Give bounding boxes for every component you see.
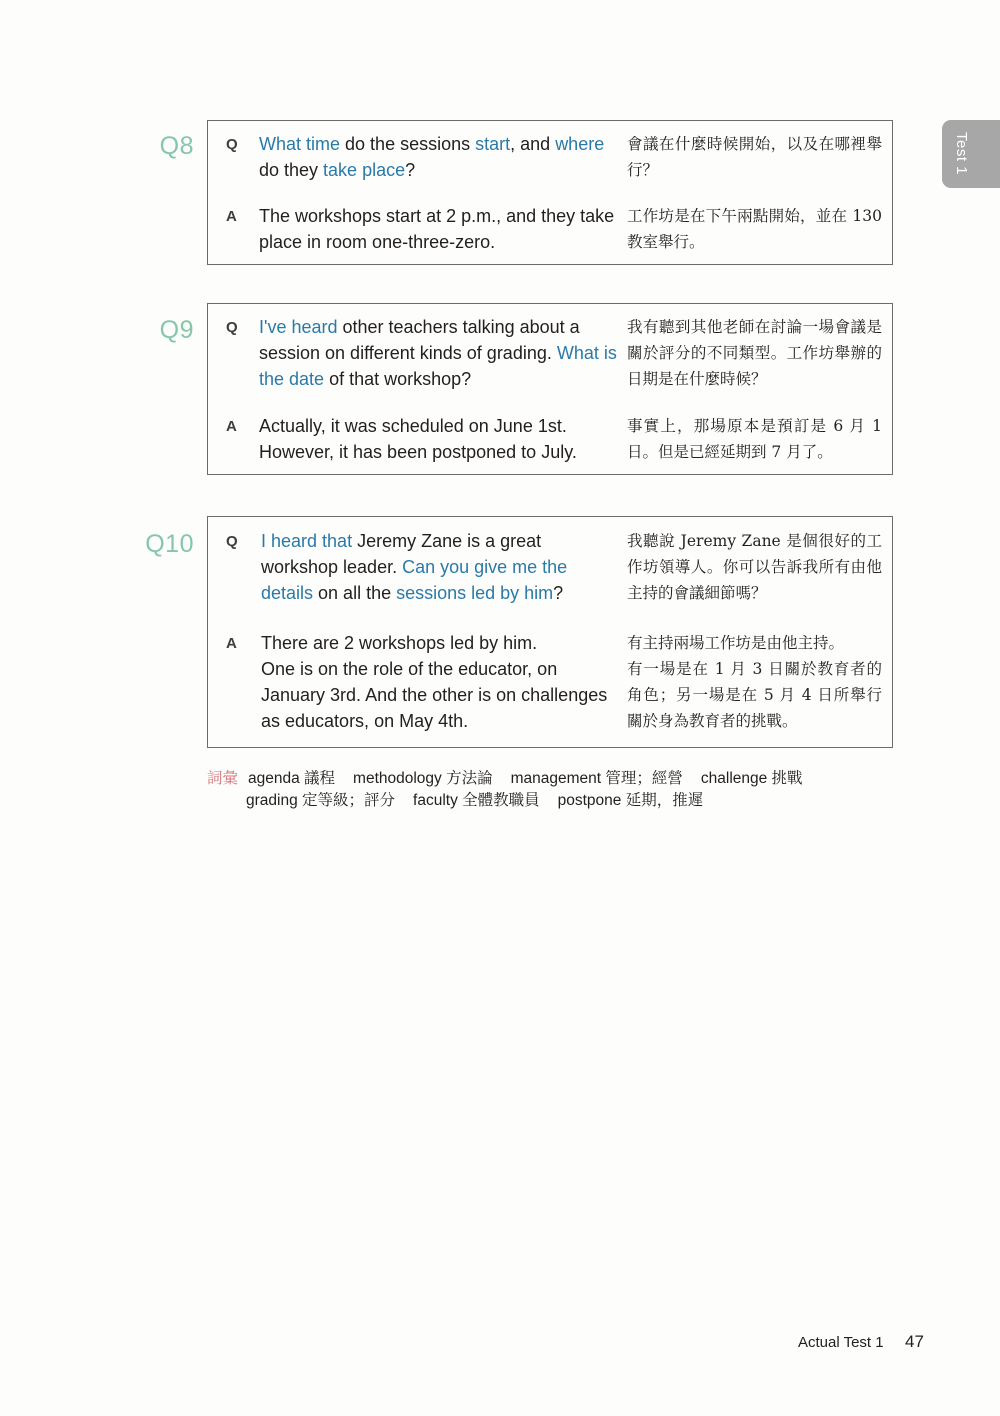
question-label-q10: Q10	[145, 530, 194, 558]
highlighted-phrase: take place	[323, 160, 406, 180]
text-segment: on all the	[313, 583, 397, 603]
question-chinese: 我有聽到其他老師在討論一場會議是關於評分的不同類型。工作坊舉辦的日期是在什麼時候？	[627, 318, 882, 388]
vocab-item: postpone 延期，推遲	[557, 792, 704, 809]
question-english	[259, 314, 619, 392]
vocab-item: faculty 全體教職員	[413, 792, 540, 809]
answer-english	[261, 630, 617, 734]
answer-english-line: One is on the role of the educator, on January 3rd. And the other is on challenges as educators, on May 4th.	[261, 659, 608, 731]
vocabulary-section	[207, 768, 821, 812]
vocabulary-line-2	[207, 790, 821, 812]
highlighted-phrase: What is the date	[259, 343, 617, 389]
text-segment: ?	[405, 160, 416, 180]
vocab-item: management 管理；經營	[510, 770, 683, 787]
q-marker: Q	[226, 136, 238, 153]
text-segment: other teachers talking about a session on different kinds of grading.	[259, 317, 580, 363]
answer-chinese: 事實上，那場原本是預訂是 6 月 1 日。但是已經延期到 7 月了。	[627, 417, 882, 461]
dialogue-box-q10	[207, 516, 893, 748]
vocab-item: challenge 挑戰	[700, 770, 803, 787]
highlighted-phrase: start	[475, 134, 511, 154]
answer-chinese: 工作坊是在下午兩點開始，並在 130 教室舉行。	[627, 207, 882, 251]
page-number: 47	[905, 1332, 924, 1351]
text-segment: , and	[510, 134, 556, 154]
answer-chinese	[627, 630, 882, 734]
q-marker: Q	[226, 533, 238, 550]
dialogue-box-q8	[207, 120, 893, 265]
highlighted-phrase: What time	[259, 134, 341, 154]
vocabulary-tag: 詞彙	[207, 770, 239, 787]
text-segment: do they	[259, 160, 324, 180]
highlighted-phrase: where	[555, 134, 605, 154]
highlighted-phrase: Can you give me the details	[261, 557, 568, 603]
question-label-q9: Q9	[159, 316, 194, 344]
dialogue-box-q9	[207, 303, 893, 475]
footer-section-label: Actual Test 1	[798, 1334, 884, 1351]
answer-english-line: There are 2 workshops led by him.	[261, 633, 538, 653]
question-label-q8: Q8	[159, 132, 194, 160]
text-segment: of that workshop?	[324, 369, 472, 389]
test-side-tab	[942, 120, 1000, 188]
answer-chinese-line: 有主持兩場工作坊是由他主持。	[627, 634, 845, 652]
text-segment: ?	[553, 583, 564, 603]
q-marker: Q	[226, 319, 238, 336]
question-chinese: 會議在什麼時候開始，以及在哪裡舉行？	[627, 135, 882, 179]
a-marker: A	[226, 208, 237, 225]
text-segment: do the sessions	[340, 134, 476, 154]
vocab-item: agenda 議程	[248, 770, 336, 787]
answer-chinese-line: 有一場是在 1 月 3 日關於教育者的角色；另一場是在 5 月 4 日所舉行關於身為教育者的挑戰。	[627, 660, 882, 730]
vocabulary-line-1	[207, 768, 821, 790]
a-marker: A	[226, 418, 237, 435]
highlighted-phrase: sessions led by him	[396, 583, 554, 603]
question-english	[261, 528, 621, 606]
answer-english: Actually, it was scheduled on June 1st. However, it has been postponed to July.	[259, 416, 577, 462]
answer-english: The workshops start at 2 p.m., and they take place in room one-three-zero.	[259, 206, 615, 252]
vocab-item: grading 定等級；評分	[246, 792, 396, 809]
vocab-item: methodology 方法論	[353, 770, 493, 787]
question-chinese: 我聽說 Jeremy Zane 是個很好的工作坊領導人。你可以告訴我所有由他主持的會議細節嗎？	[627, 532, 882, 602]
a-marker: A	[226, 635, 237, 652]
side-tab-label: Test 1	[953, 132, 970, 176]
question-english	[259, 131, 619, 183]
highlighted-phrase: I've heard	[259, 317, 338, 337]
highlighted-phrase: I heard that	[261, 531, 353, 551]
text-segment: Jeremy Zane is a great workshop leader.	[261, 531, 542, 577]
